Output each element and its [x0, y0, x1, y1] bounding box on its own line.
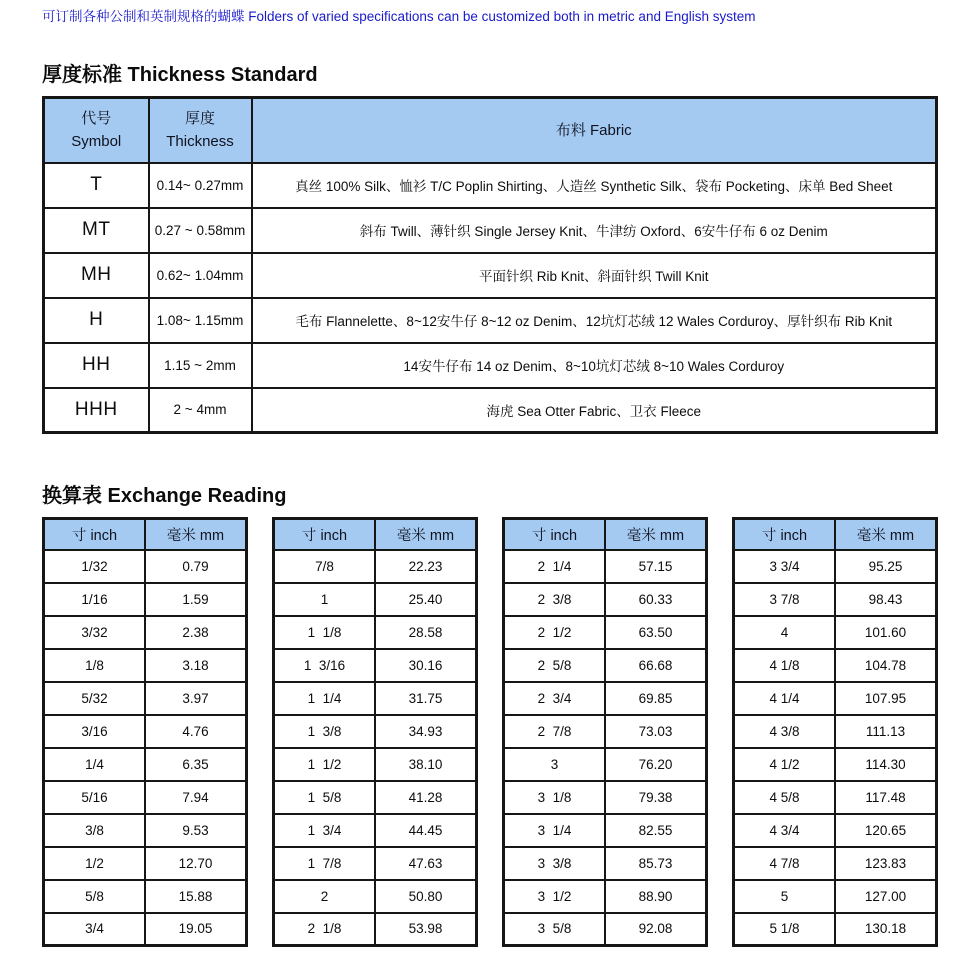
mm-cell: 38.10: [375, 748, 477, 781]
fabric-column-header: 布料 Fabric: [252, 98, 937, 163]
mm-cell: 69.85: [605, 682, 707, 715]
conversion-row: [504, 715, 707, 748]
mm-cell: 34.93: [375, 715, 477, 748]
mm-cell: 3.97: [145, 682, 247, 715]
inch-cell: 1 1/8: [274, 616, 376, 649]
mm-cell: 73.03: [605, 715, 707, 748]
inch-cell: 2 3/8: [504, 583, 606, 616]
mm-cell: 117.48: [835, 781, 937, 814]
conversion-row: [274, 583, 477, 616]
conversion-table-4-body: [734, 550, 937, 946]
symbol-cell: T: [44, 163, 149, 208]
conversion-row: [274, 814, 477, 847]
conversion-row: [504, 682, 707, 715]
mm-cell: 15.88: [145, 880, 247, 913]
thickness-row: [44, 298, 937, 343]
conversion-row: [274, 748, 477, 781]
conversion-row: [734, 748, 937, 781]
thickness-row: [44, 388, 937, 433]
mm-cell: 44.45: [375, 814, 477, 847]
fabric-cell: 平面针织 Rib Knit、斜面针织 Twill Knit: [252, 253, 937, 298]
conversion-row: [504, 880, 707, 913]
symbol-cell: HHH: [44, 388, 149, 433]
inch-cell: 3/8: [44, 814, 146, 847]
inch-cell: 1/16: [44, 583, 146, 616]
mm-cell: 57.15: [605, 550, 707, 583]
inch-cell: 5/8: [44, 880, 146, 913]
conversion-row: [274, 550, 477, 583]
inch-column-header: 寸 inch: [44, 519, 146, 550]
inch-cell: 4 7/8: [734, 847, 836, 880]
mm-cell: 130.18: [835, 913, 937, 946]
inch-column-header: 寸 inch: [274, 519, 376, 550]
symbol-cell: MT: [44, 208, 149, 253]
mm-cell: 123.83: [835, 847, 937, 880]
conversion-table-1-body: [44, 550, 247, 946]
thickness-row: [44, 343, 937, 388]
thickness-row: [44, 163, 937, 208]
mm-cell: 41.28: [375, 781, 477, 814]
mm-cell: 1.59: [145, 583, 247, 616]
thickness-cell: 1.15 ~ 2mm: [149, 343, 252, 388]
mm-cell: 47.63: [375, 847, 477, 880]
inch-cell: 5/16: [44, 781, 146, 814]
conversion-header-row: [504, 519, 707, 550]
inch-cell: 7/8: [274, 550, 376, 583]
conversion-table-2-body: [274, 550, 477, 946]
fabric-cell: 斜布 Twill、薄针织 Single Jersey Knit、牛津纺 Oxford、6安牛仔布 6 oz Denim: [252, 208, 937, 253]
conversion-header-row: [734, 519, 937, 550]
inch-cell: 1 3/4: [274, 814, 376, 847]
inch-cell: 5 1/8: [734, 913, 836, 946]
symbol-cell: H: [44, 298, 149, 343]
conversion-row: [274, 781, 477, 814]
conversion-row: [504, 814, 707, 847]
fabric-cell: 海虎 Sea Otter Fabric、卫衣 Fleece: [252, 388, 937, 433]
mm-cell: 66.68: [605, 649, 707, 682]
fabric-cell: 真丝 100% Silk、恤衫 T/C Poplin Shirting、人造丝 Synthetic Silk、袋布 Pocketing、床单 Bed Sheet: [252, 163, 937, 208]
thickness-header-zh: 厚度: [184, 110, 215, 127]
conversion-row: [734, 550, 937, 583]
symbol-header-en: Symbol: [71, 133, 122, 151]
conversion-row: [734, 880, 937, 913]
inch-cell: 3/16: [44, 715, 146, 748]
thickness-row: [44, 208, 937, 253]
mm-cell: 19.05: [145, 913, 247, 946]
conversion-row: [44, 682, 247, 715]
mm-cell: 30.16: [375, 649, 477, 682]
inch-cell: 1 3/16: [274, 649, 376, 682]
mm-cell: 2.38: [145, 616, 247, 649]
inch-cell: 4: [734, 616, 836, 649]
mm-column-header: 毫米 mm: [375, 519, 477, 550]
mm-cell: 9.53: [145, 814, 247, 847]
mm-cell: 92.08: [605, 913, 707, 946]
conversion-row: [734, 715, 937, 748]
inch-cell: 1/2: [44, 847, 146, 880]
symbol-cell: HH: [44, 343, 149, 388]
thickness-row: [44, 253, 937, 298]
symbol-cell: MH: [44, 253, 149, 298]
mm-cell: 53.98: [375, 913, 477, 946]
mm-cell: 85.73: [605, 847, 707, 880]
inch-cell: 3 1/4: [504, 814, 606, 847]
conversion-row: [44, 847, 247, 880]
mm-cell: 76.20: [605, 748, 707, 781]
conversion-row: [274, 715, 477, 748]
symbol-header-zh: 代号: [81, 110, 112, 127]
conversion-table-4: [732, 517, 938, 947]
thickness-cell: 0.62~ 1.04mm: [149, 253, 252, 298]
conversion-row: [44, 550, 247, 583]
mm-cell: 82.55: [605, 814, 707, 847]
thickness-cell: 2 ~ 4mm: [149, 388, 252, 433]
inch-cell: 3/32: [44, 616, 146, 649]
conversion-row: [504, 649, 707, 682]
conversion-row: [734, 814, 937, 847]
mm-cell: 28.58: [375, 616, 477, 649]
conversion-row: [734, 682, 937, 715]
inch-cell: 1/32: [44, 550, 146, 583]
symbol-column-header: [44, 98, 149, 163]
mm-cell: 50.80: [375, 880, 477, 913]
conversion-row: [274, 847, 477, 880]
mm-cell: 127.00: [835, 880, 937, 913]
inch-column-header: 寸 inch: [504, 519, 606, 550]
thickness-section-title: 厚度标准 Thickness Standard: [42, 64, 318, 86]
conversion-header-row: [274, 519, 477, 550]
inch-cell: 3 7/8: [734, 583, 836, 616]
inch-cell: 1 3/8: [274, 715, 376, 748]
mm-cell: 111.13: [835, 715, 937, 748]
mm-cell: 101.60: [835, 616, 937, 649]
top-note: 可订制各种公制和英制规格的蝴蝶 Folders of varied specifications can be customized both in metric and English system: [42, 9, 756, 24]
conversion-row: [44, 649, 247, 682]
mm-cell: 107.95: [835, 682, 937, 715]
conversion-row: [504, 583, 707, 616]
inch-cell: 1/4: [44, 748, 146, 781]
inch-cell: 1 5/8: [274, 781, 376, 814]
inch-cell: 2 5/8: [504, 649, 606, 682]
inch-cell: 2: [274, 880, 376, 913]
conversion-row: [274, 682, 477, 715]
mm-cell: 95.25: [835, 550, 937, 583]
inch-cell: 2 1/4: [504, 550, 606, 583]
mm-cell: 120.65: [835, 814, 937, 847]
conversion-row: [274, 880, 477, 913]
conversion-row: [504, 616, 707, 649]
inch-cell: 4 1/4: [734, 682, 836, 715]
conversion-table-3: [502, 517, 708, 947]
inch-cell: 1: [274, 583, 376, 616]
conversion-row: [44, 913, 247, 946]
inch-cell: 3/4: [44, 913, 146, 946]
conversion-row: [734, 649, 937, 682]
conversion-row: [274, 649, 477, 682]
conversion-row: [734, 913, 937, 946]
inch-cell: 2 1/8: [274, 913, 376, 946]
inch-cell: 3 1/8: [504, 781, 606, 814]
conversion-row: [504, 748, 707, 781]
conversion-table-3-body: [504, 550, 707, 946]
conversion-row: [274, 913, 477, 946]
mm-cell: 114.30: [835, 748, 937, 781]
mm-cell: 4.76: [145, 715, 247, 748]
thickness-header-row: [44, 98, 937, 163]
exchange-section-title: 换算表 Exchange Reading: [42, 485, 287, 507]
conversion-row: [274, 616, 477, 649]
fabric-cell: 毛布 Flannelette、8~12安牛仔 8~12 oz Denim、12坑灯芯绒 12 Wales Corduroy、厚针织布 Rib Knit: [252, 298, 937, 343]
mm-cell: 25.40: [375, 583, 477, 616]
conversion-row: [44, 616, 247, 649]
inch-cell: 4 5/8: [734, 781, 836, 814]
mm-cell: 31.75: [375, 682, 477, 715]
inch-cell: 4 1/8: [734, 649, 836, 682]
conversion-table-2: [272, 517, 478, 947]
inch-column-header: 寸 inch: [734, 519, 836, 550]
inch-cell: 1 7/8: [274, 847, 376, 880]
conversion-row: [734, 616, 937, 649]
mm-column-header: 毫米 mm: [605, 519, 707, 550]
inch-cell: 1 1/2: [274, 748, 376, 781]
inch-cell: 2 1/2: [504, 616, 606, 649]
inch-cell: 1/8: [44, 649, 146, 682]
conversion-row: [44, 814, 247, 847]
conversion-row: [44, 715, 247, 748]
mm-cell: 60.33: [605, 583, 707, 616]
conversion-row: [44, 748, 247, 781]
thickness-cell: 0.27 ~ 0.58mm: [149, 208, 252, 253]
inch-cell: 1 1/4: [274, 682, 376, 715]
conversion-table-1: [42, 517, 248, 947]
conversion-tables-row: [42, 517, 938, 947]
inch-cell: 5: [734, 880, 836, 913]
inch-cell: 3 3/8: [504, 847, 606, 880]
mm-cell: 7.94: [145, 781, 247, 814]
conversion-row: [734, 847, 937, 880]
mm-cell: 88.90: [605, 880, 707, 913]
thickness-table-body: [44, 163, 937, 433]
mm-cell: 6.35: [145, 748, 247, 781]
thickness-header-en: Thickness: [166, 133, 234, 151]
conversion-row: [44, 583, 247, 616]
thickness-table: [42, 96, 938, 434]
conversion-row: [44, 880, 247, 913]
inch-cell: 2 7/8: [504, 715, 606, 748]
conversion-row: [504, 913, 707, 946]
mm-column-header: 毫米 mm: [145, 519, 247, 550]
mm-cell: 22.23: [375, 550, 477, 583]
conversion-row: [504, 550, 707, 583]
mm-cell: 63.50: [605, 616, 707, 649]
fabric-cell: 14安牛仔布 14 oz Denim、8~10坑灯芯绒 8~10 Wales Corduroy: [252, 343, 937, 388]
conversion-row: [734, 781, 937, 814]
inch-cell: 3 3/4: [734, 550, 836, 583]
conversion-row: [504, 847, 707, 880]
thickness-column-header: [149, 98, 252, 163]
conversion-header-row: [44, 519, 247, 550]
conversion-row: [734, 583, 937, 616]
mm-cell: 3.18: [145, 649, 247, 682]
inch-cell: 3 1/2: [504, 880, 606, 913]
mm-column-header: 毫米 mm: [835, 519, 937, 550]
mm-cell: 98.43: [835, 583, 937, 616]
conversion-row: [504, 781, 707, 814]
inch-cell: 4 3/4: [734, 814, 836, 847]
mm-cell: 79.38: [605, 781, 707, 814]
inch-cell: 2 3/4: [504, 682, 606, 715]
mm-cell: 104.78: [835, 649, 937, 682]
mm-cell: 12.70: [145, 847, 247, 880]
inch-cell: 3: [504, 748, 606, 781]
mm-cell: 0.79: [145, 550, 247, 583]
inch-cell: 4 3/8: [734, 715, 836, 748]
thickness-cell: 1.08~ 1.15mm: [149, 298, 252, 343]
inch-cell: 4 1/2: [734, 748, 836, 781]
conversion-row: [44, 781, 247, 814]
inch-cell: 5/32: [44, 682, 146, 715]
inch-cell: 3 5/8: [504, 913, 606, 946]
thickness-cell: 0.14~ 0.27mm: [149, 163, 252, 208]
